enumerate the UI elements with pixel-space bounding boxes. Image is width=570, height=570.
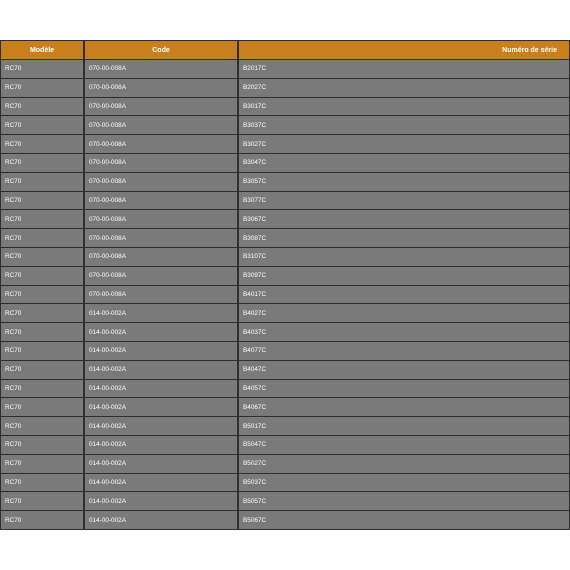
table-row: [1, 380, 569, 398]
table-row: [1, 60, 569, 78]
cell-model: RC70: [1, 474, 83, 492]
table-row: [1, 511, 569, 529]
cell-model: RC70: [1, 98, 83, 116]
cell-serial-number: B4047C: [239, 361, 569, 379]
column-header-model[interactable]: Modèle: [1, 41, 83, 59]
cell-model: RC70: [1, 135, 83, 153]
cell-code: 014-00-002A: [85, 380, 237, 398]
cell-model: RC70: [1, 342, 83, 360]
cell-code: 070-00-008A: [85, 98, 237, 116]
cell-serial-number: B5027C: [239, 455, 569, 473]
table-row: [1, 267, 569, 285]
table-row: [1, 492, 569, 510]
cell-serial-number: B3027C: [239, 135, 569, 153]
table-row: [1, 286, 569, 304]
cell-serial-number: B4027C: [239, 304, 569, 322]
cell-serial-number: B5067C: [239, 511, 569, 529]
cell-serial-number: B3107C: [239, 248, 569, 266]
table-row: [1, 417, 569, 435]
cell-model: RC70: [1, 229, 83, 247]
cell-code: 070-00-008A: [85, 154, 237, 172]
table-row: [1, 361, 569, 379]
cell-serial-number: B4037C: [239, 323, 569, 341]
cell-serial-number: B5047C: [239, 436, 569, 454]
cell-code: 014-00-002A: [85, 455, 237, 473]
cell-code: 070-00-008A: [85, 192, 237, 210]
table-row: [1, 455, 569, 473]
cell-serial-number: B3067C: [239, 210, 569, 228]
cell-code: 014-00-002A: [85, 342, 237, 360]
cell-model: RC70: [1, 210, 83, 228]
table-header-row: [1, 41, 569, 59]
cell-serial-number: B3087C: [239, 229, 569, 247]
cell-serial-number: B4077C: [239, 342, 569, 360]
cell-model: RC70: [1, 286, 83, 304]
cell-model: RC70: [1, 417, 83, 435]
serial-number-table-container: [0, 40, 570, 530]
cell-code: 014-00-002A: [85, 511, 237, 529]
cell-code: 070-00-008A: [85, 135, 237, 153]
cell-serial-number: B3017C: [239, 98, 569, 116]
table-row: [1, 229, 569, 247]
cell-serial-number: B3057C: [239, 173, 569, 191]
cell-serial-number: B2017C: [239, 60, 569, 78]
cell-code: 014-00-002A: [85, 361, 237, 379]
cell-model: RC70: [1, 455, 83, 473]
cell-code: 014-00-002A: [85, 492, 237, 510]
cell-code: 070-00-008A: [85, 229, 237, 247]
cell-code: 014-00-002A: [85, 417, 237, 435]
cell-model: RC70: [1, 398, 83, 416]
table-row: [1, 98, 569, 116]
table-row: [1, 116, 569, 134]
cell-model: RC70: [1, 436, 83, 454]
table-row: [1, 474, 569, 492]
table-row: [1, 210, 569, 228]
cell-code: 070-00-008A: [85, 79, 237, 97]
cell-model: RC70: [1, 248, 83, 266]
table-row: [1, 154, 569, 172]
cell-serial-number: B3097C: [239, 267, 569, 285]
cell-model: RC70: [1, 60, 83, 78]
cell-serial-number: B3077C: [239, 192, 569, 210]
table-row: [1, 323, 569, 341]
cell-model: RC70: [1, 361, 83, 379]
cell-serial-number: B4057C: [239, 380, 569, 398]
cell-code: 014-00-002A: [85, 398, 237, 416]
cell-serial-number: B3037C: [239, 116, 569, 134]
column-header-serial-number[interactable]: Numéro de série: [239, 41, 569, 59]
table-body: [1, 60, 569, 529]
cell-code: 070-00-008A: [85, 210, 237, 228]
table-row: [1, 248, 569, 266]
table-row: [1, 304, 569, 322]
cell-serial-number: B3047C: [239, 154, 569, 172]
cell-code: 070-00-008A: [85, 173, 237, 191]
cell-serial-number: B5057C: [239, 492, 569, 510]
cell-code: 014-00-002A: [85, 323, 237, 341]
cell-serial-number: B2027C: [239, 79, 569, 97]
cell-model: RC70: [1, 304, 83, 322]
cell-serial-number: B5017C: [239, 417, 569, 435]
cell-model: RC70: [1, 79, 83, 97]
cell-serial-number: B5037C: [239, 474, 569, 492]
table-row: [1, 436, 569, 454]
cell-code: 070-00-008A: [85, 60, 237, 78]
table-row: [1, 398, 569, 416]
cell-model: RC70: [1, 267, 83, 285]
cell-serial-number: B4067C: [239, 398, 569, 416]
cell-code: 070-00-008A: [85, 116, 237, 134]
table-row: [1, 342, 569, 360]
cell-model: RC70: [1, 192, 83, 210]
table-row: [1, 192, 569, 210]
cell-code: 014-00-002A: [85, 474, 237, 492]
cell-code: 014-00-002A: [85, 436, 237, 454]
cell-model: RC70: [1, 323, 83, 341]
cell-model: RC70: [1, 492, 83, 510]
cell-code: 014-00-002A: [85, 304, 237, 322]
serial-number-table: [0, 40, 570, 530]
table-row: [1, 173, 569, 191]
table-row: [1, 79, 569, 97]
cell-model: RC70: [1, 173, 83, 191]
cell-code: 070-00-008A: [85, 267, 237, 285]
cell-code: 070-00-008A: [85, 286, 237, 304]
table-row: [1, 135, 569, 153]
cell-model: RC70: [1, 154, 83, 172]
column-header-code[interactable]: Code: [85, 41, 237, 59]
cell-code: 070-00-008A: [85, 248, 237, 266]
cell-model: RC70: [1, 511, 83, 529]
cell-model: RC70: [1, 116, 83, 134]
cell-serial-number: B4017C: [239, 286, 569, 304]
cell-model: RC70: [1, 380, 83, 398]
